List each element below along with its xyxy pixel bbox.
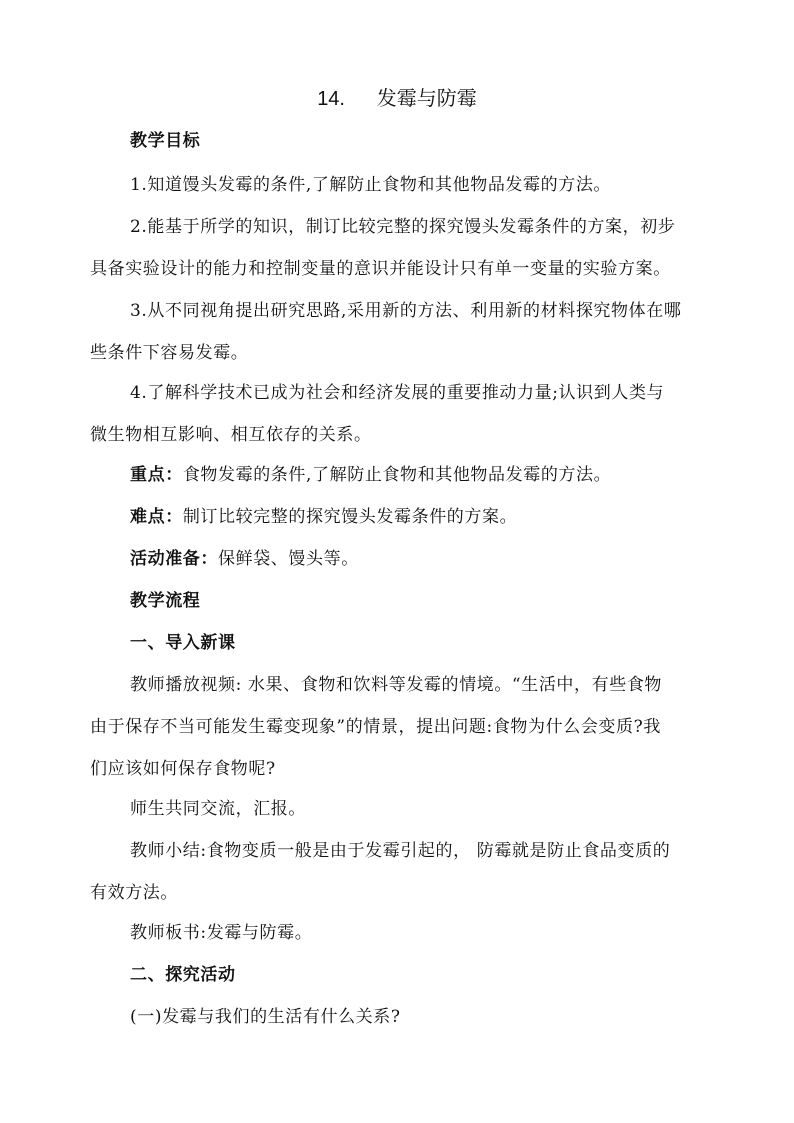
title-number: 14. <box>317 88 345 110</box>
goals-heading: 教学目标 <box>130 131 201 151</box>
title-text: 发霉与防霉 <box>376 86 477 110</box>
intro-line-1: 教师播放视频: 水果、食物和饮料等发霉的情境。“生活中，有些食物 <box>130 675 663 695</box>
goal-4-line-2: 微生物相互影响、相互依存的关系。 <box>90 425 372 445</box>
summary-line-1: 教师小结:食物变质一般是由于发霉引起的， 防霉就是防止食品变质的 <box>130 841 671 861</box>
activity-prep-text: 保鲜袋、馒头等。 <box>218 549 359 569</box>
goal-2-line-2: 具备实验设计的能力和控制变量的意识并能设计只有单一变量的实验方案。 <box>90 259 671 279</box>
activity-prep-label: 活动准备： <box>130 549 218 569</box>
board-line: 教师板书:发霉与防霉。 <box>130 923 313 943</box>
summary-line-2: 有效方法。 <box>90 883 178 903</box>
discuss-line: 师生共同交流，汇报。 <box>130 799 306 819</box>
section-1-heading: 一、导入新课 <box>130 633 236 653</box>
key-point-text: 食物发霉的条件,了解防止食物和其他物品发霉的方法。 <box>182 465 612 485</box>
key-point-label: 重点： <box>130 465 183 485</box>
subsection-1-heading: (一)发霉与我们的生活有什么关系? <box>130 1007 401 1027</box>
key-point <box>130 462 720 488</box>
goal-4-line-1: 4.了解科学技术已成为社会和经济发展的重要推动力量;认识到人类与 <box>130 383 665 403</box>
goal-1: 1.知道馒头发霉的条件,了解防止食物和其他物品发霉的方法。 <box>130 175 612 195</box>
page-title <box>0 84 794 113</box>
goal-3-line-1: 3.从不同视角提出研究思路,采用新的方法、利用新的材料探究物体在哪 <box>130 301 682 321</box>
difficult-point-text: 制订比较完整的探究馒头发霉条件的方案。 <box>182 507 518 527</box>
intro-line-2: 由于保存不当可能发生霉变现象”的情景，提出问题:食物为什么会变质?我 <box>90 717 661 737</box>
difficult-point-label: 难点： <box>130 507 183 527</box>
section-2-heading: 二、探究活动 <box>130 965 236 985</box>
activity-prep <box>130 546 720 572</box>
intro-line-3: 们应该如何保存食物呢? <box>90 759 276 779</box>
difficult-point <box>130 504 720 530</box>
process-heading: 教学流程 <box>130 591 201 611</box>
goal-3-line-2: 些条件下容易发霉。 <box>90 343 249 363</box>
goal-2-line-1: 2.能基于所学的知识，制订比较完整的探究馒头发霉条件的方案，初步 <box>130 217 676 237</box>
